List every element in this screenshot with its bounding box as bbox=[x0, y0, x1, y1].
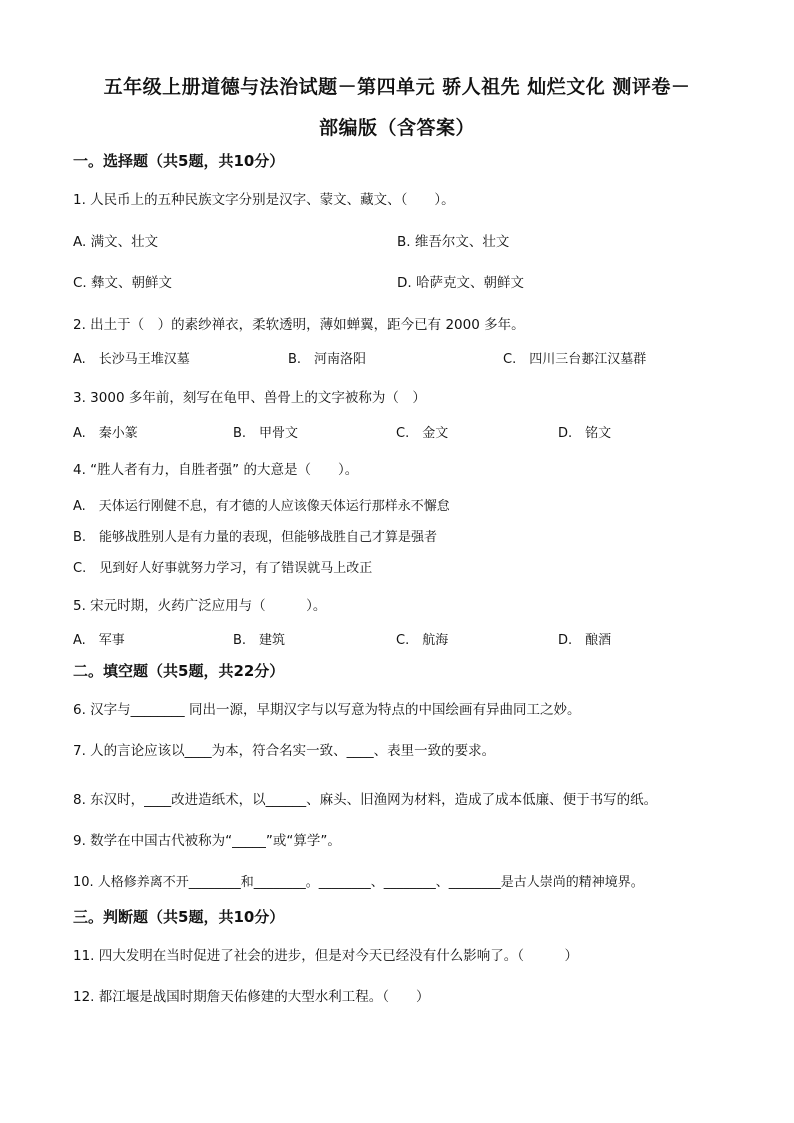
q3-option-b: B. 甲骨文 bbox=[233, 426, 299, 441]
question-5: 5. 宋元时期，火药广泛应用与（ ）。 bbox=[73, 598, 327, 614]
question-8: 8. 东汉时，____改进造纸术，以______、麻头、旧渔网为材料，造成了成本低廉、便于书写的纸。 bbox=[73, 792, 658, 808]
q3-option-c: C. 金文 bbox=[396, 426, 449, 441]
q4-option-a: A. 天体运行刚健不息，有才德的人应该像天体运行那样永不懈怠 bbox=[73, 499, 450, 514]
q5-option-c: C. 航海 bbox=[396, 633, 449, 648]
q1-option-c: C. 彝文、朝鲜文 bbox=[73, 275, 173, 291]
q5-option-a: A. 军事 bbox=[73, 633, 125, 648]
question-4: 4. “胜人者有力，自胜者强” 的大意是（ ）。 bbox=[73, 462, 359, 478]
question-10: 10. 人格修养离不开________和________。________、________、________是古人崇尚的精神境界。 bbox=[73, 875, 644, 890]
q1-option-b: B. 维吾尔文、壮文 bbox=[397, 234, 510, 250]
question-12: 12. 都江堰是战国时期詹天佑修建的大型水利工程。（ ） bbox=[73, 989, 430, 1005]
page-title-line-2: 部编版（含答案） bbox=[318, 117, 475, 139]
q3-option-a: A. 秦小篆 bbox=[73, 426, 138, 441]
question-3: 3. 3000 多年前，刻写在龟甲、兽骨上的文字被称为（ ） bbox=[73, 390, 426, 406]
q2-option-a: A. 长沙马王堆汉墓 bbox=[73, 352, 190, 367]
question-2: 2. 出土于（ ）的素纱禅衣，柔软透明，薄如蝉翼，距今已有 2000 多年。 bbox=[73, 317, 525, 333]
page-title-line-1: 五年级上册道德与法治试题－第四单元 骄人祖先 灿烂文化 测评卷－ bbox=[103, 76, 691, 98]
q4-option-b: B. 能够战胜别人是有力量的表现，但能够战胜自己才算是强者 bbox=[73, 530, 438, 545]
q2-option-b: B. 河南洛阳 bbox=[288, 352, 367, 367]
q3-option-d: D. 铭文 bbox=[558, 426, 612, 441]
question-9: 9. 数学在中国古代被称为“_____”或“算学”。 bbox=[73, 833, 341, 849]
question-7: 7. 人的言论应该以____为本，符合名实一致、____、表里一致的要求。 bbox=[73, 743, 496, 759]
q5-option-b: B. 建筑 bbox=[233, 633, 286, 648]
question-1: 1. 人民币上的五种民族文字分别是汉字、蒙文、藏文、（ ）。 bbox=[73, 192, 455, 208]
q1-option-a: A. 满文、壮文 bbox=[73, 234, 159, 250]
q1-option-d: D. 哈萨克文、朝鲜文 bbox=[397, 275, 524, 291]
question-11: 11. 四大发明在当时促进了社会的进步，但是对今天已经没有什么影响了。（ ） bbox=[73, 948, 579, 964]
section-heading-choice: 一。选择题（共5题，共10分） bbox=[73, 152, 285, 170]
q4-option-c: C. 见到好人好事就努力学习，有了错误就马上改正 bbox=[73, 561, 373, 576]
section-heading-fill-in: 二。填空题（共5题，共22分） bbox=[73, 662, 285, 680]
section-heading-true-false: 三。判断题（共5题，共10分） bbox=[73, 908, 285, 926]
q2-option-c: C. 四川三台郪江汉墓群 bbox=[503, 352, 647, 367]
question-6: 6. 汉字与________ 同出一源，早期汉字与以写意为特点的中国绘画有异曲同工之妙。 bbox=[73, 702, 581, 718]
q5-option-d: D. 酿酒 bbox=[558, 633, 612, 648]
